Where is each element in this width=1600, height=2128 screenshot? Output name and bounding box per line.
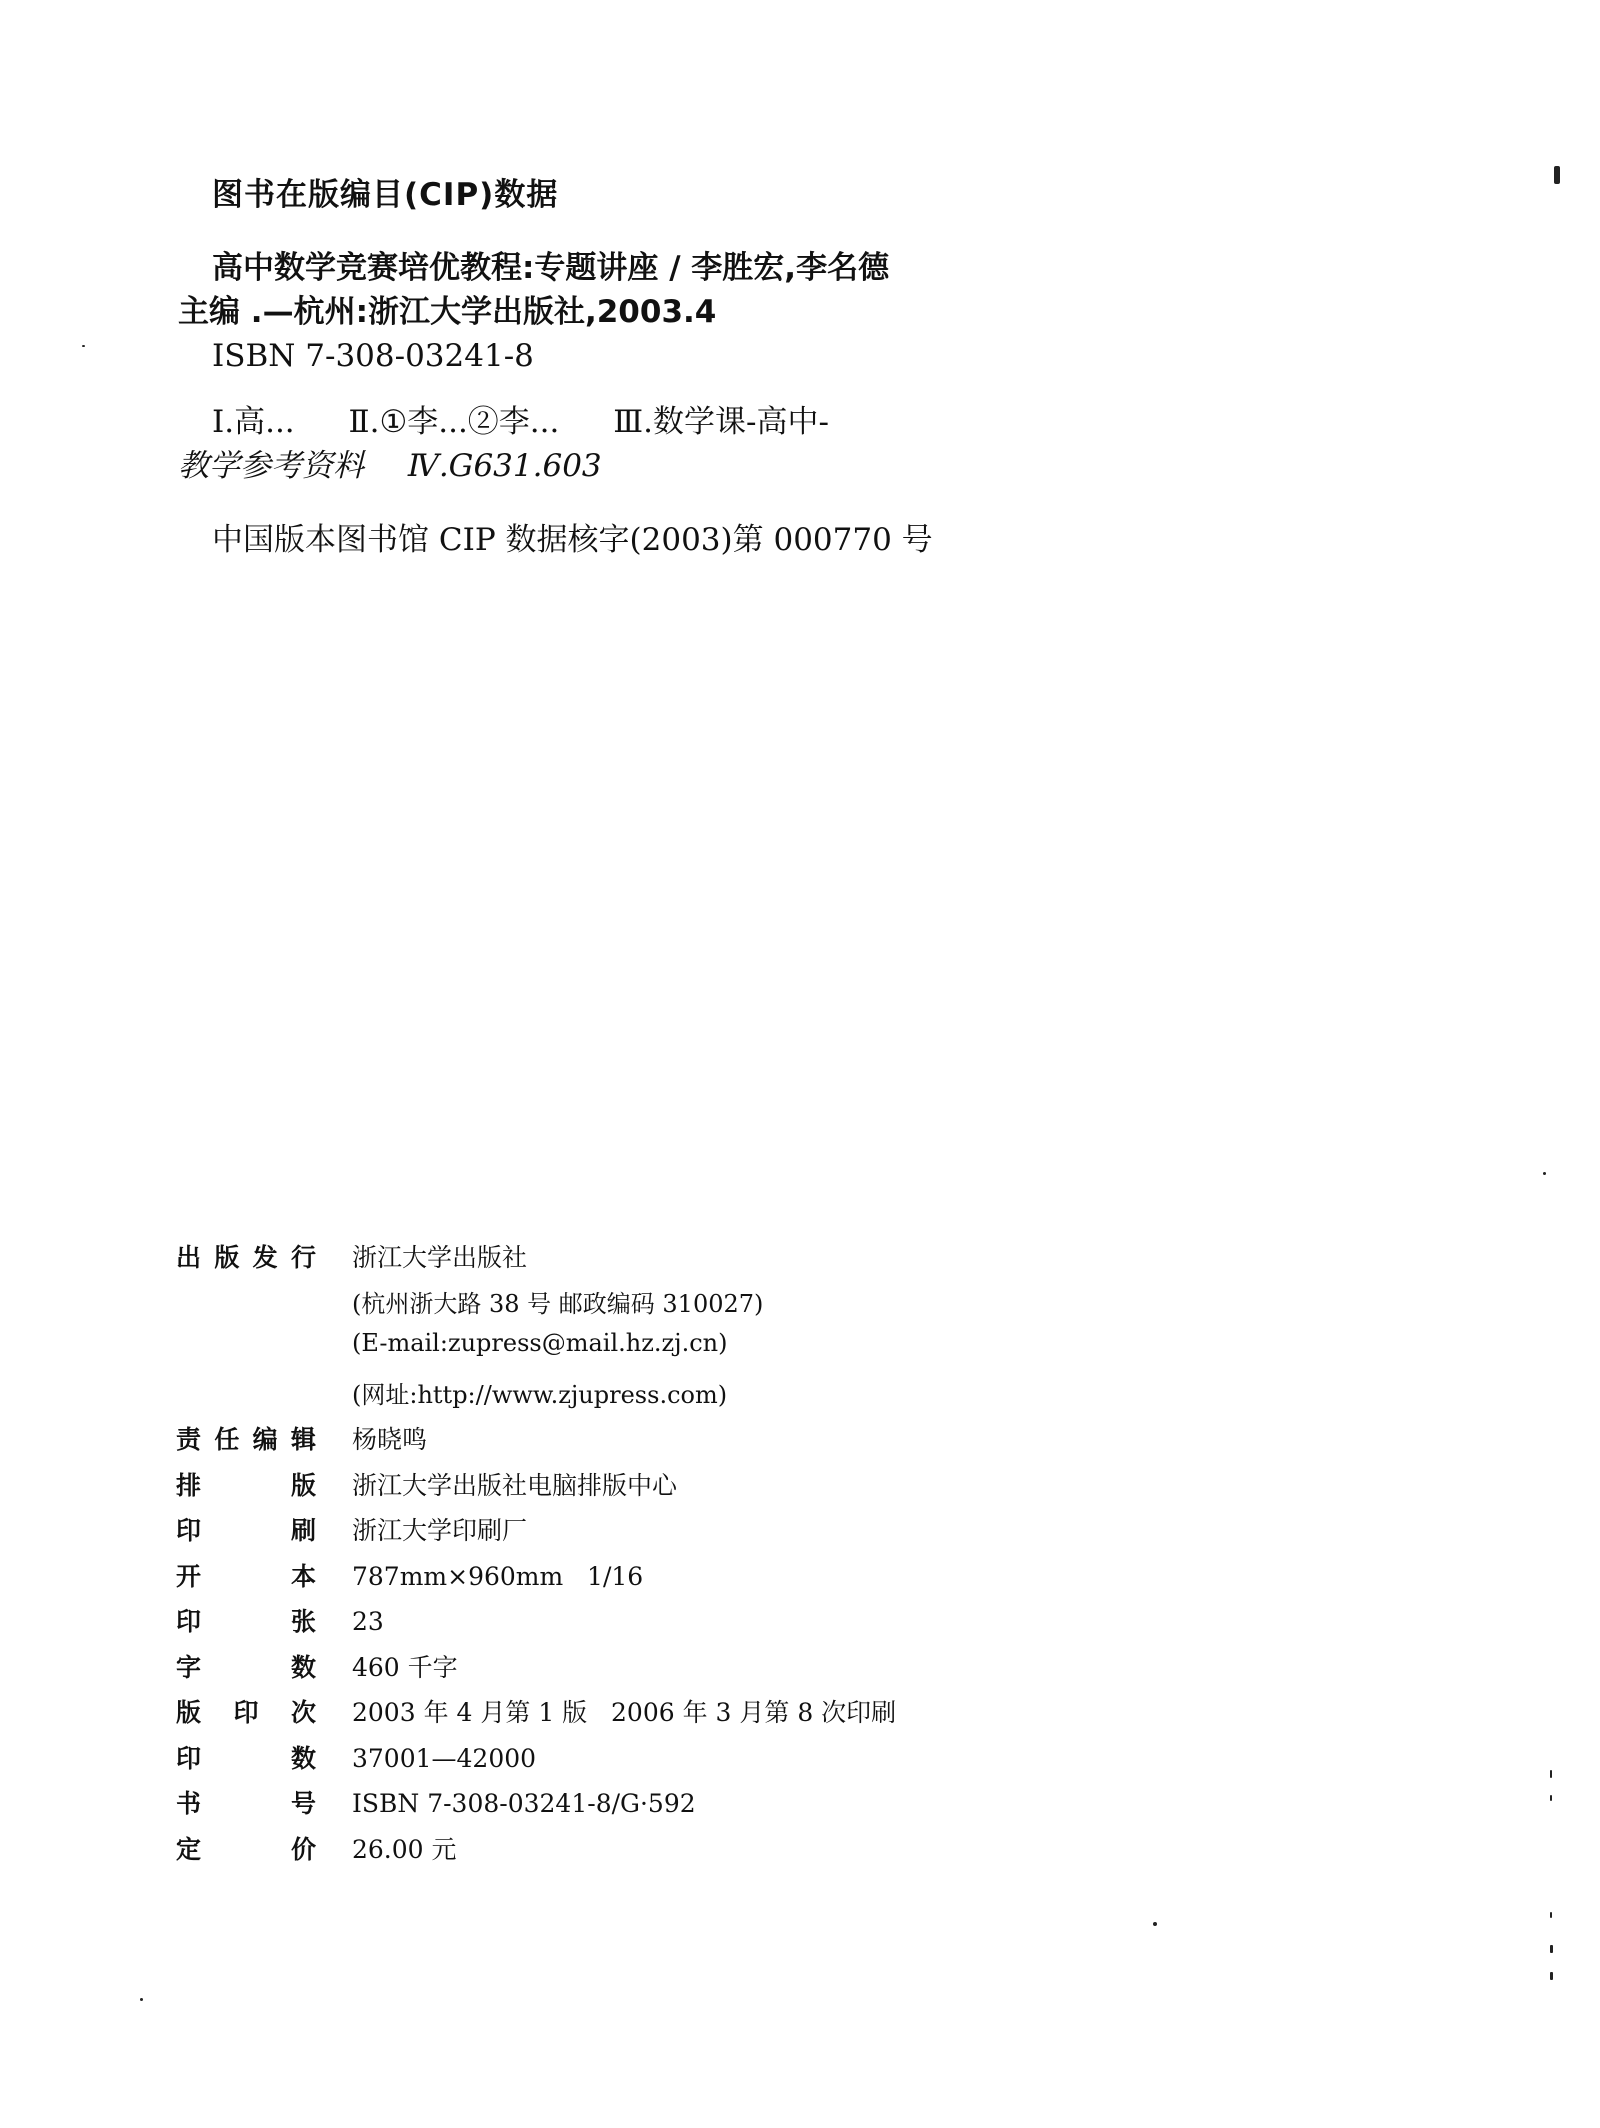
label-publisher: 出 版 发 行 bbox=[176, 1243, 316, 1272]
cip-data-block bbox=[178, 172, 1112, 562]
cip-title-line-1: 高中数学竞赛培优教程:专题讲座 / 李胜宏,李名德 bbox=[212, 250, 890, 286]
row-copies bbox=[176, 1739, 1076, 1785]
cip-class-1: Ⅰ.高... bbox=[212, 404, 295, 440]
label-price: 定 价 bbox=[176, 1834, 316, 1864]
row-email bbox=[176, 1329, 1076, 1375]
cip-isbn: ISBN 7-308-03241-8 bbox=[212, 338, 534, 374]
row-address bbox=[176, 1284, 1076, 1330]
cip-class-4: 教学参考资料 bbox=[178, 448, 364, 484]
value-email: (E-mail:zupress@mail.hz.zj.cn) bbox=[352, 1329, 728, 1357]
scan-speck bbox=[1550, 1972, 1553, 1980]
value-website: (网址:http://www.zjupress.com) bbox=[352, 1380, 728, 1409]
value-address: (杭州浙大路 38 号 邮政编码 310027) bbox=[352, 1289, 764, 1318]
label-printer: 印 刷 bbox=[176, 1516, 316, 1545]
scan-speck bbox=[1543, 1172, 1546, 1175]
row-printer bbox=[176, 1511, 1076, 1557]
cip-class-2: Ⅱ.①李...②李... bbox=[348, 404, 560, 440]
label-copies: 印 数 bbox=[176, 1743, 316, 1773]
value-typeset: 浙江大学出版社电脑排版中心 bbox=[352, 1470, 678, 1500]
scan-speck bbox=[1550, 1795, 1552, 1801]
row-words bbox=[176, 1648, 1076, 1694]
label-words: 字 数 bbox=[176, 1652, 316, 1682]
scan-speck bbox=[1550, 1945, 1553, 1953]
row-book-number bbox=[176, 1784, 1076, 1830]
row-publisher bbox=[176, 1238, 1076, 1284]
value-sheets: 23 bbox=[352, 1607, 384, 1636]
label-editor: 责 任 编 辑 bbox=[176, 1425, 316, 1454]
value-book-number: ISBN 7-308-03241-8/G·592 bbox=[352, 1789, 696, 1818]
cip-number: 中国版本图书馆 CIP 数据核字(2003)第 000770 号 bbox=[212, 522, 933, 558]
value-publisher: 浙江大学出版社 bbox=[352, 1243, 528, 1272]
scan-speck bbox=[140, 1998, 143, 2001]
value-printer: 浙江大学印刷厂 bbox=[352, 1516, 528, 1545]
cip-heading: 图书在版编目(CIP)数据 bbox=[212, 177, 559, 213]
row-sheets bbox=[176, 1602, 1076, 1648]
value-edition: 2003 年 4 月第 1 版 2006 年 3 月第 8 次印刷 bbox=[352, 1698, 897, 1727]
label-edition: 版 印 次 bbox=[176, 1698, 316, 1727]
value-format: 787mm×960mm 1/16 bbox=[352, 1561, 644, 1591]
value-editor: 杨晓鸣 bbox=[352, 1425, 428, 1454]
cip-title-line-2: 主编 .—杭州:浙江大学出版社,2003.4 bbox=[178, 294, 717, 330]
scan-speck bbox=[1153, 1922, 1157, 1926]
scan-speck bbox=[1550, 1912, 1552, 1918]
row-edition bbox=[176, 1693, 1076, 1739]
row-price bbox=[176, 1830, 1076, 1876]
row-typeset bbox=[176, 1466, 1076, 1512]
value-price: 26.00 元 bbox=[352, 1834, 457, 1864]
label-book-number: 书 号 bbox=[176, 1789, 316, 1818]
value-words: 460 千字 bbox=[352, 1652, 458, 1682]
label-typeset: 排 版 bbox=[176, 1470, 316, 1500]
row-website bbox=[176, 1375, 1076, 1421]
cip-class-3: Ⅲ.数学课-高中- bbox=[613, 404, 829, 440]
cip-class-5: Ⅳ.G631.603 bbox=[407, 448, 602, 484]
scan-speck bbox=[82, 345, 85, 347]
cip-classification-line-1 bbox=[212, 400, 1112, 444]
row-format bbox=[176, 1557, 1076, 1603]
row-editor bbox=[176, 1420, 1076, 1466]
label-format: 开 本 bbox=[176, 1561, 316, 1591]
scan-speck bbox=[1554, 166, 1560, 184]
value-copies: 37001—42000 bbox=[352, 1743, 537, 1773]
scan-speck bbox=[1550, 1770, 1552, 1778]
cip-classification-line-2 bbox=[178, 444, 1112, 488]
label-sheets: 印 张 bbox=[176, 1607, 316, 1636]
imprint-block bbox=[176, 1238, 1076, 1875]
